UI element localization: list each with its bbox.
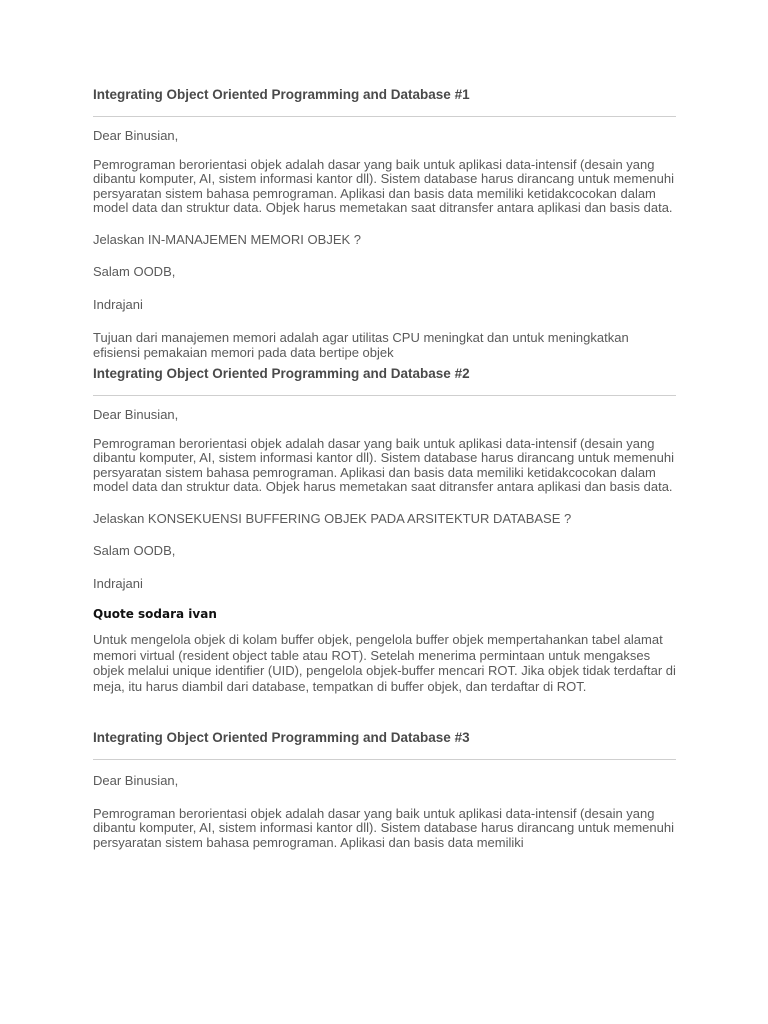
post-title: Integrating Object Oriented Programming and Database #1 bbox=[93, 87, 470, 102]
post-body: Pemrograman berorientasi objek adalah dasar yang baik untuk aplikasi data-intensif (desain yang dibantu komputer, AI, sistem informasi kantor dll). Sistem database harus dirancang untuk memenuhi persyaratan sistem bahasa pemrograman. Aplikasi dan basis data memiliki ketidakcocokan dalam model data dan struktur data. Objek harus memetakan saat ditransfer antara aplikasi dan basis data. bbox=[93, 435, 674, 494]
post-title: Integrating Object Oriented Programming and Database #2 bbox=[93, 366, 470, 381]
document-page bbox=[93, 86, 676, 850]
title-divider bbox=[93, 116, 676, 117]
title-divider bbox=[93, 759, 676, 760]
quote-text: Untuk mengelola objek di kolam buffer objek, pengelola buffer objek mempertahankan tabel alamat memori virtual (resident object table atau ROT). Setelah menerima permintaan untuk mengakses objek melalui unique identifier (UID), pengelola objek-buffer mencari ROT. Jika objek tidak terdaftar di meja, itu harus diambil dari database, tempatkan di buffer objek, dan terdaftar di ROT. bbox=[93, 632, 676, 694]
post-question: Jelaskan IN-MANAJEMEN MEMORI OBJEK ? bbox=[93, 231, 361, 247]
post-2 bbox=[93, 365, 676, 694]
post-greeting: Dear Binusian, bbox=[93, 773, 179, 788]
post-body: Pemrograman berorientasi objek adalah dasar yang baik untuk aplikasi data-intensif (desain yang dibantu komputer, AI, sistem informasi kantor dll). Sistem database harus dirancang untuk memenuhi persyaratan sistem bahasa pemrograman. Aplikasi dan basis data memiliki ketidakcocokan dalam model data dan struktur data. Objek harus memetakan saat ditransfer antara aplikasi dan basis data. bbox=[93, 156, 674, 215]
post-question: Jelaskan KONSEKUENSI BUFFERING OBJEK PADA ARSITEKTUR DATABASE ? bbox=[93, 510, 572, 526]
post-signoff: Salam OODB, bbox=[93, 264, 176, 279]
post-3 bbox=[93, 729, 676, 850]
post-greeting: Dear Binusian, bbox=[93, 407, 179, 422]
post-body: Pemrograman berorientasi objek adalah dasar yang baik untuk aplikasi data-intensif (desain yang dibantu komputer, AI, sistem informasi kantor dll). Sistem database harus dirancang untuk memenuhi persyaratan sistem bahasa pemrograman. Aplikasi dan basis data memiliki bbox=[93, 805, 674, 850]
title-divider bbox=[93, 395, 676, 396]
post-greeting: Dear Binusian, bbox=[93, 128, 179, 143]
post-signoff: Salam OODB, bbox=[93, 543, 176, 558]
quote-label: Quote sodara ivan bbox=[93, 607, 217, 621]
post-title: Integrating Object Oriented Programming and Database #3 bbox=[93, 730, 470, 745]
post-1 bbox=[93, 86, 676, 360]
post-author: Indrajani bbox=[93, 296, 143, 312]
post-answer: Tujuan dari manajemen memori adalah agar utilitas CPU meningkat dan untuk meningkatkan efisiensi pemakaian memori pada data bertipe objek bbox=[93, 330, 629, 360]
post-author: Indrajani bbox=[93, 575, 143, 591]
